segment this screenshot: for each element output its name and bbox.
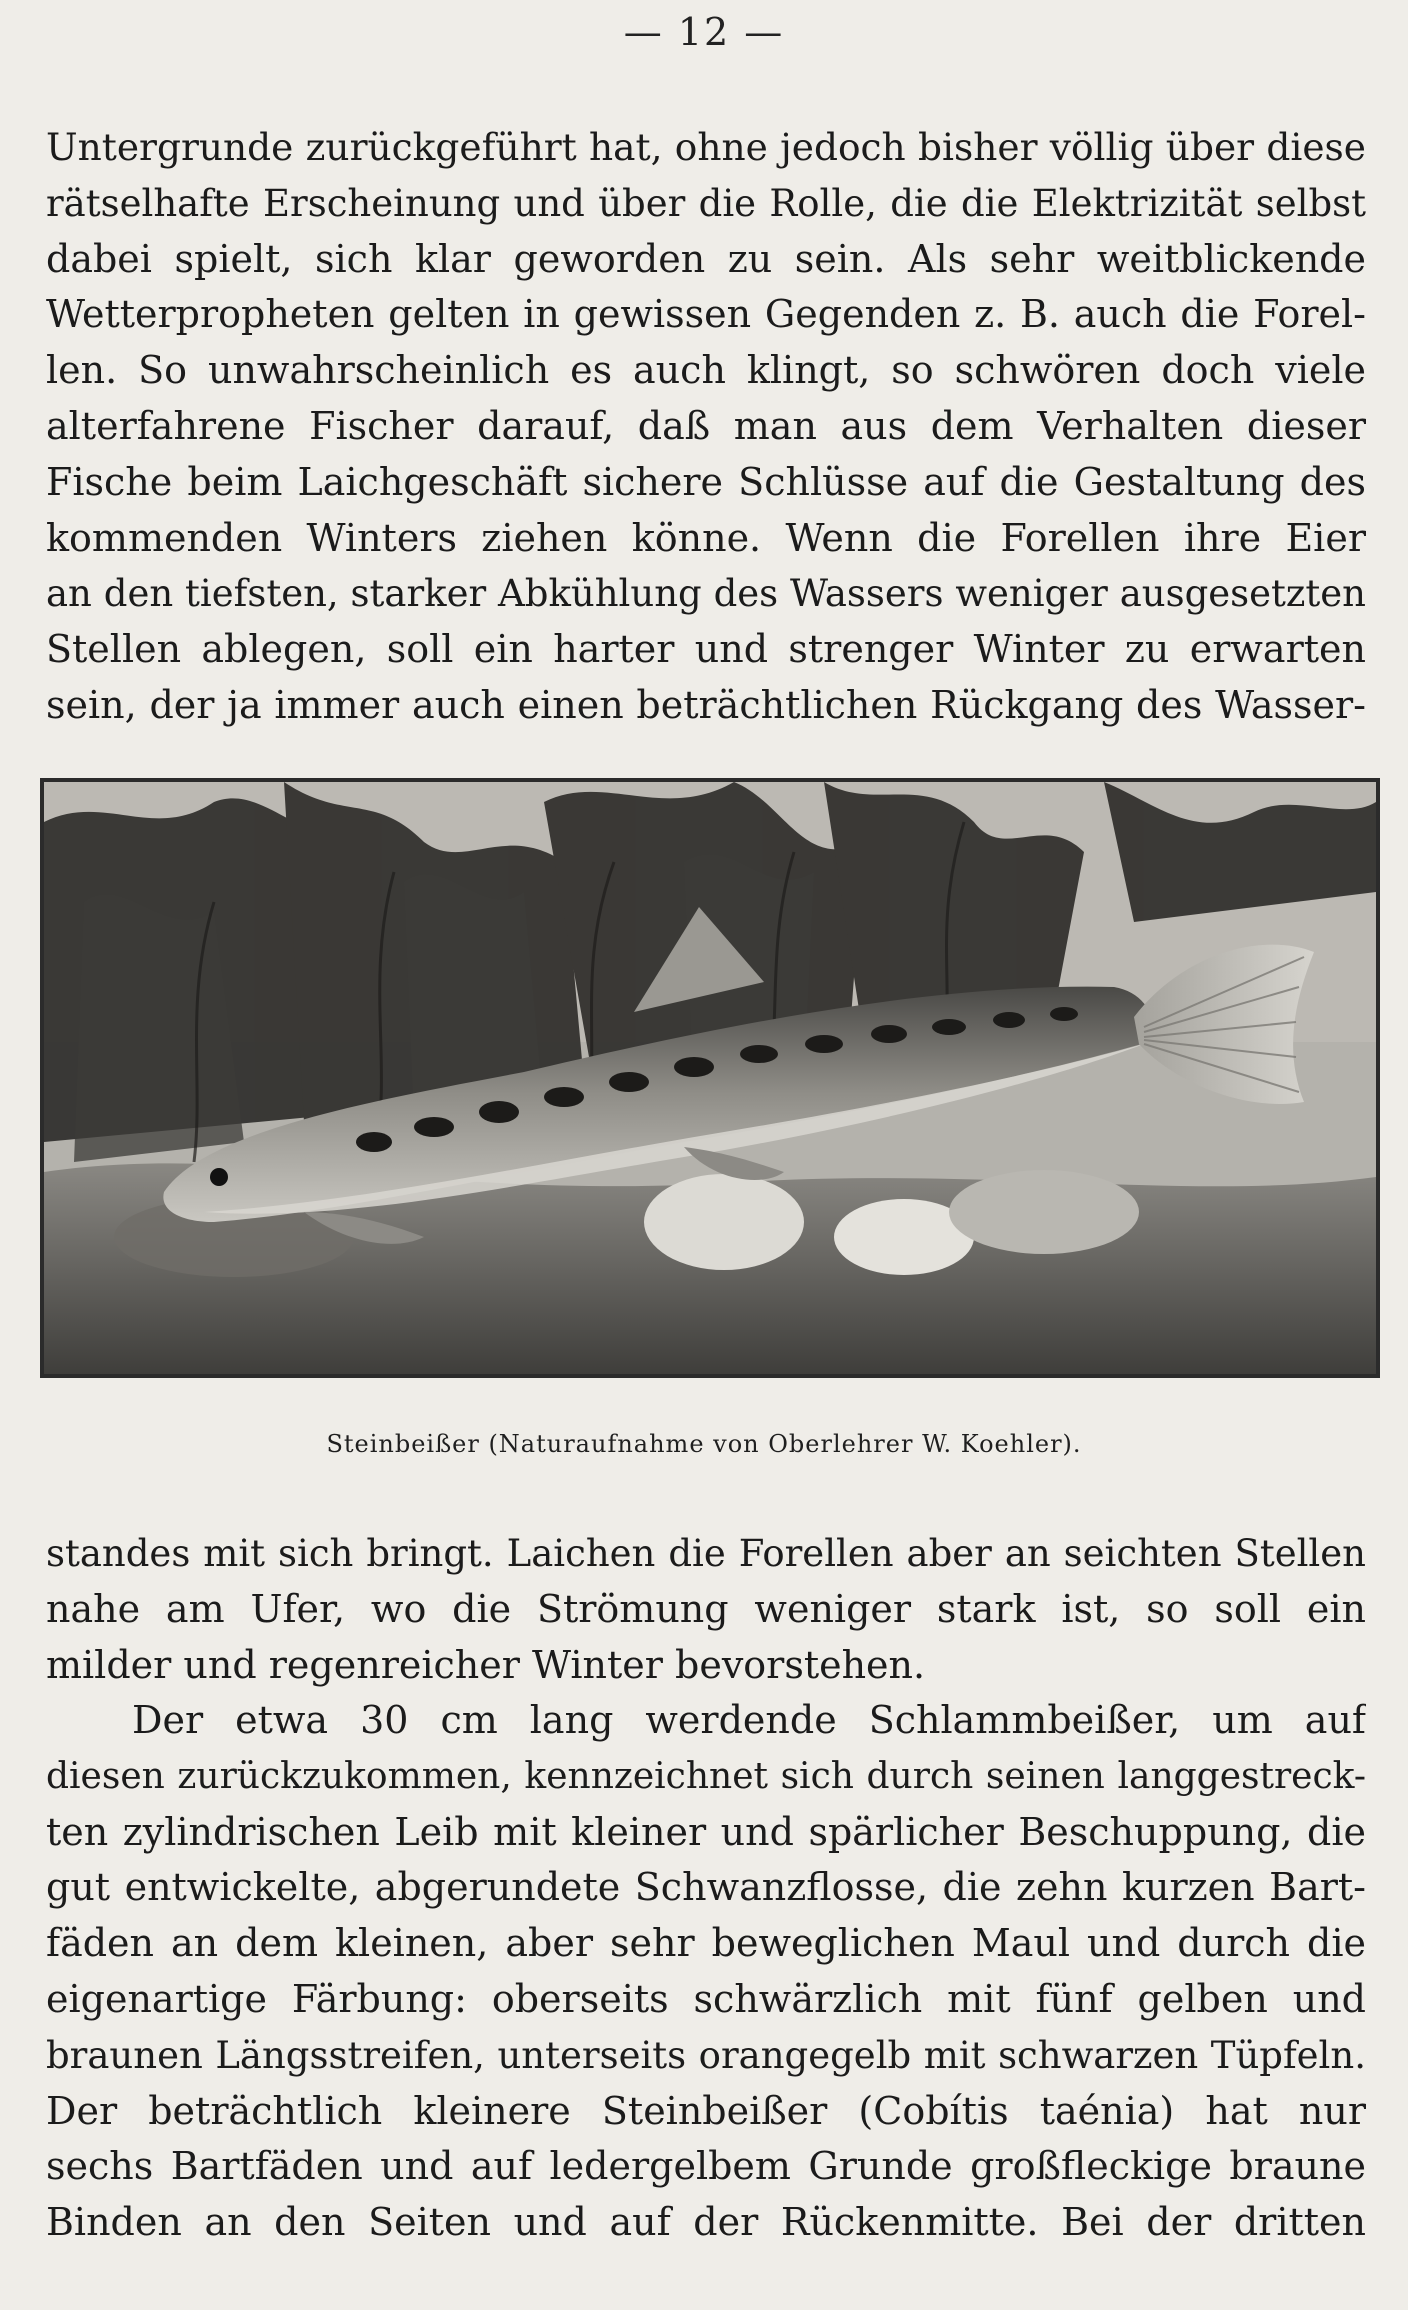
- text-line: rätselhafte Erscheinung und über die Rolle, die die Elektrizität selbst: [46, 181, 1366, 225]
- text-line: eigenartige Färbung: oberseits schwärzlich mit fünf gelben und: [46, 1976, 1366, 2021]
- text-line: sechs Bartfäden und auf ledergelbem Grunde großfleckige braune: [46, 2144, 1366, 2189]
- text-line: standes mit sich bringt. Laichen die Forellen aber an seichten Stellen: [46, 1532, 1366, 1575]
- text-line: an den tiefsten, starker Abkühlung des Wassers weniger ausgesetzten: [46, 572, 1366, 616]
- text-line: Untergrunde zurückgeführt hat, ohne jedoch bisher völlig über diese: [46, 125, 1366, 169]
- text-line: milder und regenreicher Winter bevorstehen.: [46, 1642, 926, 1687]
- text-line: Wetterpropheten gelten in gewissen Gegenden z. B. auch die Forel-: [46, 292, 1366, 337]
- page-number: — 12 —: [623, 10, 785, 54]
- paragraph-forellen: [46, 120, 1366, 734]
- text-line: dabei spielt, sich klar geworden zu sein. Als sehr weitblickende: [46, 236, 1366, 281]
- text-line: len. So unwahrscheinlich es auch klingt, so schwören doch viele: [46, 348, 1366, 393]
- text-line: kommenden Winters ziehen könne. Wenn die Forellen ihre Eier: [46, 515, 1366, 560]
- paragraph-schlammbeisser: [46, 1693, 1366, 2251]
- text-line: diesen zurückzukommen, kennzeichnet sich durch seinen langgestreck-: [46, 1755, 1366, 1797]
- text-line: Binden an den Seiten und auf der Rückenmitte. Bei der dritten: [46, 2200, 1366, 2245]
- text-line: ten zylindrischen Leib mit kleiner und spärlicher Beschuppung, die: [46, 1809, 1366, 1854]
- text-line: alterfahrene Fischer darauf, daß man aus dem Verhalten dieser: [46, 403, 1366, 448]
- text-line: braunen Längsstreifen, unterseits orangegelb mit schwarzen Tüpfeln.: [46, 2033, 1366, 2077]
- text-line: Fische beim Laichgeschäft sichere Schlüsse auf die Gestaltung des: [46, 459, 1366, 504]
- text-line: gut entwickelte, abgerundete Schwanzflosse, die zehn kurzen Bart-: [46, 1865, 1366, 1910]
- text-line: sein, der ja immer auch einen beträchtlichen Rückgang des Wasser-: [46, 682, 1366, 727]
- paragraph-laichen: [46, 1526, 1366, 1693]
- figure-caption: Steinbeißer (Naturaufnahme von Oberlehrer W. Koehler).: [326, 1430, 1082, 1458]
- fish-photograph: [40, 778, 1380, 1378]
- text-line: nahe am Ufer, wo die Strömung weniger stark ist, so soll ein: [46, 1586, 1366, 1631]
- text-line: Der beträchtlich kleinere Steinbeißer (Cobítis taénia) hat nur: [46, 2088, 1366, 2133]
- loach-fish-illustration: [44, 782, 1376, 1374]
- text-line: fäden an dem kleinen, aber sehr beweglichen Maul und durch die: [46, 1921, 1366, 1966]
- text-line: Stellen ablegen, soll ein harter und strenger Winter zu erwarten: [46, 627, 1366, 672]
- text-line: Der etwa 30 cm lang werdende Schlammbeißer, um auf: [132, 1698, 1366, 1742]
